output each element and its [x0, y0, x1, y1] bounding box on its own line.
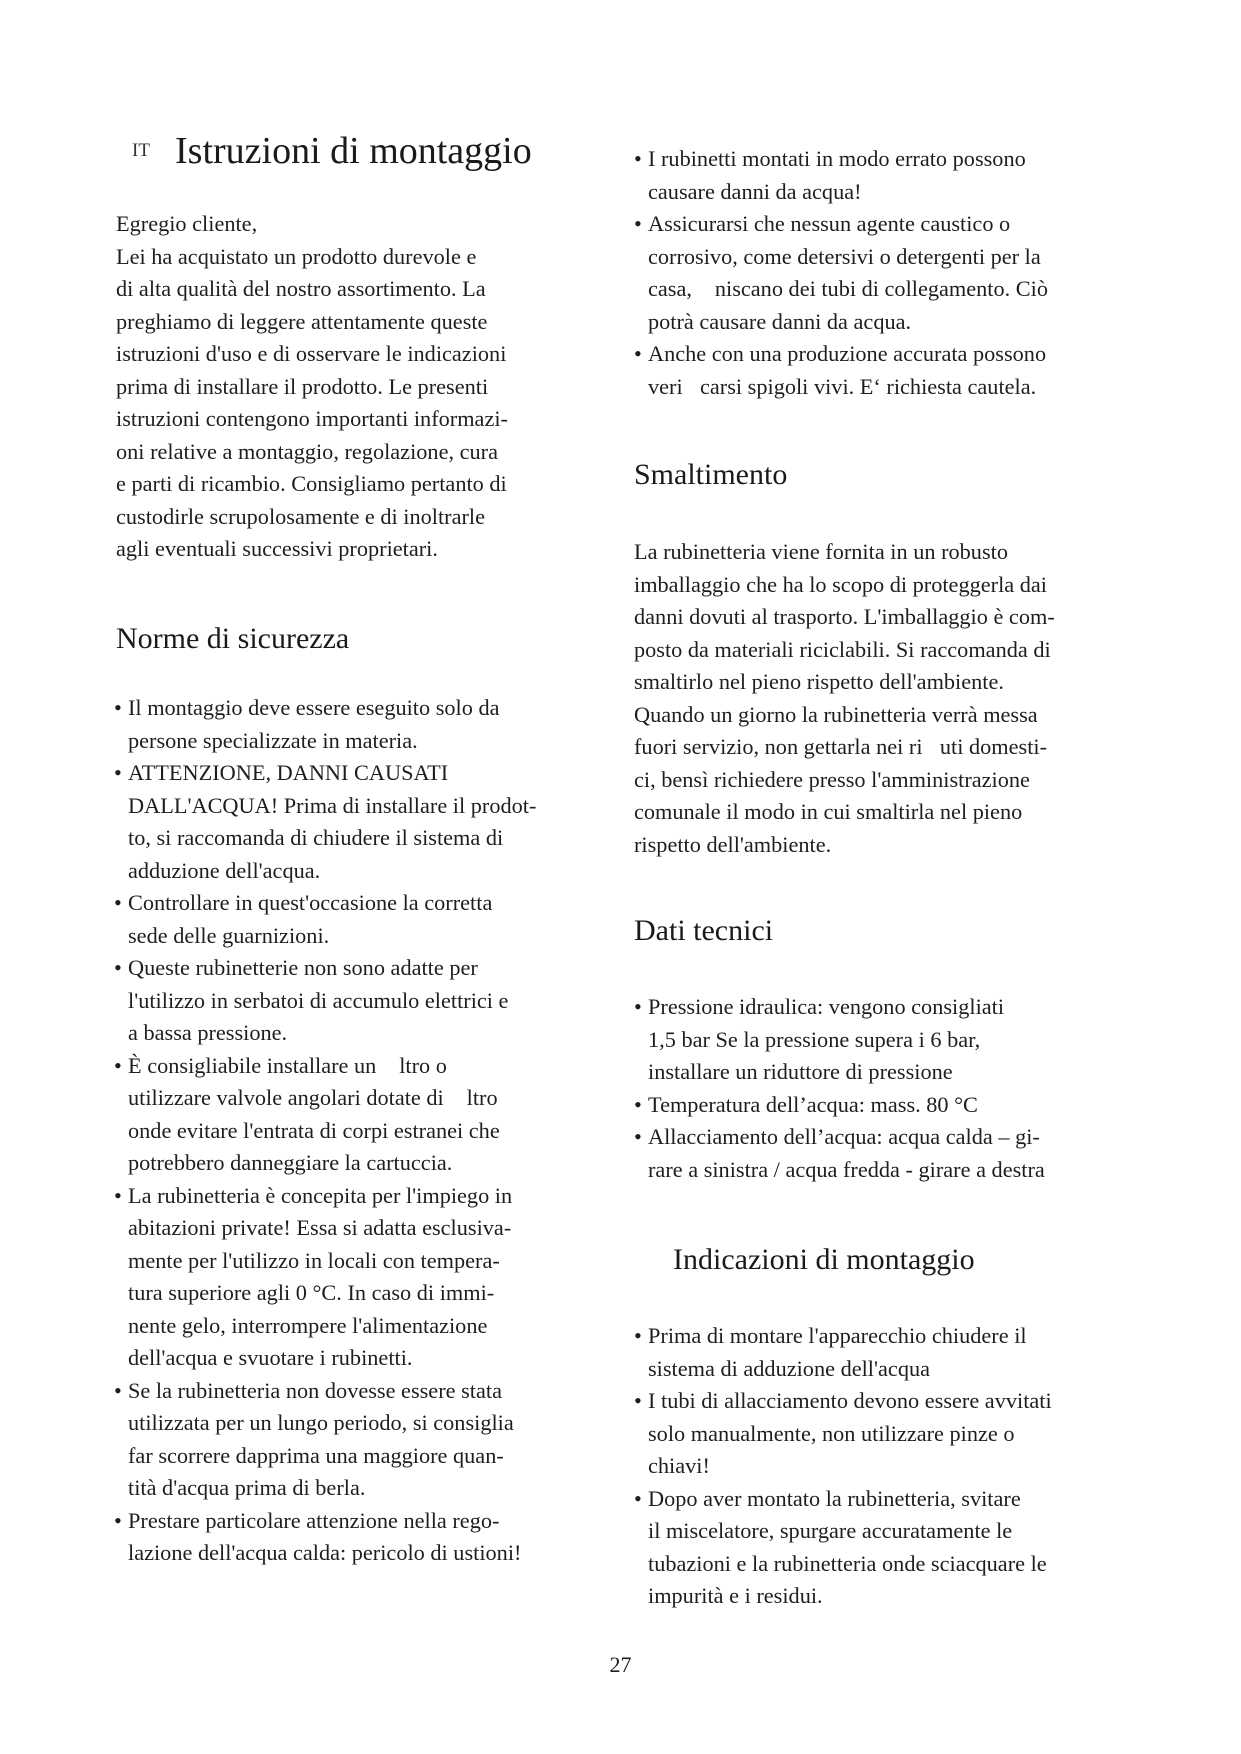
- intro-line: oni relative a montaggio, regolazione, cura: [116, 438, 498, 464]
- intro-line: istruzioni d'uso e di osservare le indicazioni: [116, 341, 507, 366]
- page-number: 27: [609, 1652, 632, 1677]
- list-item: • Queste rubinetterie non sono adatte per l'utilizzo in serbatoi di accumulo elettrici e a bassa pressione.: [114, 952, 604, 1050]
- disposal-line: comunale il modo in cui smaltirla nel pieno: [634, 799, 1023, 824]
- list-item: • I tubi di allacciamento devono essere avvitati solo manualmente, non utilizzare pinze o chiavi!: [634, 1385, 1134, 1483]
- disposal-line: rispetto dell'ambiente.: [634, 831, 832, 857]
- mounting-list: [634, 1320, 1134, 1613]
- list-item: • La rubinetteria è concepita per l'impiego in abitazioni private! Essa si adatta esclusiva- mente per l'utilizzo in locali con tempera- tura superiore agli 0 °C. In caso di immi- nente gelo, interrompere l'alimentazione dell'acqua e svuotare i rubinetti.: [114, 1180, 604, 1375]
- list-item: • È consigliabile installare un  ltro o utilizzare valvole angolari dotate di  ltro onde evitare l'entrata di corpi estranei che potrebbero danneggiare la cartuccia.: [114, 1050, 604, 1180]
- list-item: • Temperatura dell’acqua: mass. 80 °C: [634, 1089, 1134, 1122]
- list-item: • Allacciamento dell’acqua: acqua calda – gi- rare a sinistra / acqua fredda - girare a destra: [634, 1121, 1134, 1186]
- intro-line: di alta qualità del nostro assortimento. La: [116, 276, 486, 301]
- intro-paragraph: [116, 208, 596, 566]
- list-item: • Controllare in quest'occasione la corretta sede delle guarnizioni.: [114, 887, 604, 952]
- mounting-heading: Indicazioni di montaggio: [673, 1243, 975, 1276]
- disposal-heading: Smaltimento: [634, 458, 788, 491]
- list-item: • I rubinetti montati in modo errato possono causare danni da acqua!: [634, 143, 1134, 208]
- intro-line: prima di installare il prodotto. Le presenti: [116, 373, 489, 399]
- list-item: • Prima di montare l'apparecchio chiudere il sistema di adduzione dell'acqua: [634, 1320, 1134, 1385]
- intro-line: preghiamo di leggere attentamente queste: [116, 308, 488, 334]
- intro-greeting: Egregio cliente,: [116, 211, 258, 236]
- disposal-line: La rubinetteria viene fornita in un robusto: [634, 539, 1008, 564]
- list-item: • Anche con una produzione accurata possono veri carsi spigoli vivi. E‘ richiesta cautela.: [634, 338, 1134, 403]
- list-item: • Se la rubinetteria non dovesse essere stata utilizzata per un lungo periodo, si consiglia far scorrere dapprima una maggiore quan- tità d'acqua prima di berla.: [114, 1375, 604, 1505]
- intro-line: istruzioni contengono importanti informazi-: [116, 406, 508, 431]
- safety-list: [114, 692, 604, 1570]
- tech-heading: Dati tecnici: [634, 914, 774, 947]
- list-item: • Assicurarsi che nessun agente caustico o corrosivo, come detersivi o detergenti per la casa,  niscano dei tubi di collegamento. Ciò potrà causare danni da acqua.: [634, 208, 1134, 338]
- intro-line: agli eventuali successivi proprietari.: [116, 536, 438, 561]
- list-item: • Il montaggio deve essere eseguito solo da persone specializzate in materia.: [114, 692, 604, 757]
- tech-list: [634, 991, 1134, 1186]
- list-item: • Dopo aver montato la rubinetteria, svitare il miscelatore, spurgare accuratamente le tubazioni e la rubinetteria onde sciacquare le impurità e i residui.: [634, 1483, 1134, 1613]
- page-title: Istruzioni di montaggio: [175, 130, 532, 172]
- disposal-line: smaltirlo nel pieno rispetto dell'ambiente.: [634, 669, 1004, 694]
- list-item: • Prestare particolare attenzione nella rego- lazione dell'acqua calda: pericolo di ustioni!: [114, 1505, 604, 1570]
- disposal-paragraph: [634, 536, 1134, 861]
- disposal-line: ci, bensì richiedere presso l'amministrazione: [634, 766, 1030, 792]
- disposal-line: posto da materiali riciclabili. Si raccomanda di: [634, 636, 1051, 662]
- language-tag: IT: [132, 140, 150, 161]
- list-item: • ATTENZIONE, DANNI CAUSATI DALL'ACQUA! Prima di installare il prodot- to, si raccomanda di chiudere il sistema di adduzione dell'acqua.: [114, 757, 604, 887]
- disposal-line: danni dovuti al trasporto. L'imballaggio è com-: [634, 604, 1055, 629]
- safety-list-continued: [634, 143, 1134, 403]
- safety-heading: Norme di sicurezza: [116, 622, 350, 655]
- disposal-line: fuori servizio, non gettarla nei ri uti domesti-: [634, 734, 1048, 759]
- disposal-line: imballaggio che ha lo scopo di proteggerla dai: [634, 571, 1047, 597]
- intro-line: Lei ha acquistato un prodotto durevole e: [116, 243, 477, 269]
- intro-line: e parti di ricambio. Consigliamo pertanto di: [116, 471, 507, 496]
- intro-line: custodirle scrupolosamente e di inoltrarle: [116, 503, 486, 529]
- disposal-line: Quando un giorno la rubinetteria verrà messa: [634, 701, 1038, 727]
- list-item: • Pressione idraulica: vengono consigliati 1,5 bar Se la pressione supera i 6 bar, installare un riduttore di pressione: [634, 991, 1134, 1089]
